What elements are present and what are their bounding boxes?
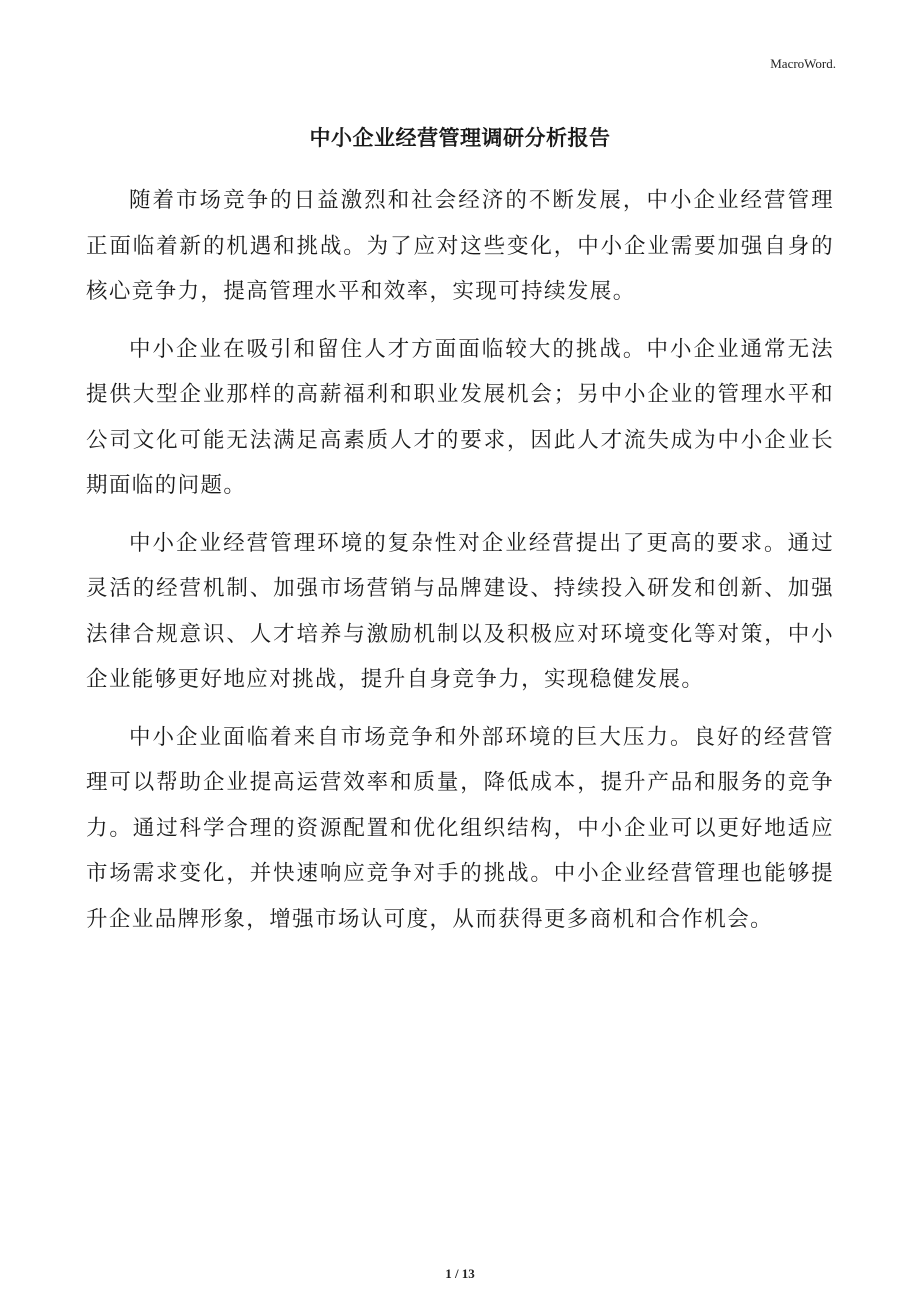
paragraph: 随着市场竞争的日益激烈和社会经济的不断发展，中小企业经营管理正面临着新的机遇和挑战。为了应对这些变化，中小企业需要加强自身的核心竞争力，提高管理水平和效率，实现可持续发展。 bbox=[86, 188, 834, 304]
header-brand: MacroWord. bbox=[770, 56, 836, 71]
document-body bbox=[86, 178, 834, 954]
paragraph: 中小企业经营管理环境的复杂性对企业经营提出了更高的要求。通过灵活的经营机制、加强市场营销与品牌建设、持续投入研发和创新、加强法律合规意识、人才培养与激励机制以及积极应对环境变化等对策，中小企业能够更好地应对挑战，提升自身竞争力，实现稳健发展。 bbox=[86, 530, 834, 692]
paragraph: 中小企业面临着来自市场竞争和外部环境的巨大压力。良好的经营管理可以帮助企业提高运营效率和质量，降低成本，提升产品和服务的竞争力。通过科学合理的资源配置和优化组织结构，中小企业可以更好地适应市场需求变化，并快速响应竞争对手的挑战。中小企业经营管理也能够提升企业品牌形象，增强市场认可度，从而获得更多商机和合作机会。 bbox=[86, 724, 834, 932]
paragraph: 中小企业在吸引和留住人才方面面临较大的挑战。中小企业通常无法提供大型企业那样的高薪福利和职业发展机会；另中小企业的管理水平和公司文化可能无法满足高素质人才的要求，因此人才流失成为中小企业长期面临的问题。 bbox=[86, 336, 834, 498]
document-title: 中小企业经营管理调研分析报告 bbox=[309, 126, 611, 150]
page-number: 1 / 13 bbox=[445, 1266, 475, 1281]
